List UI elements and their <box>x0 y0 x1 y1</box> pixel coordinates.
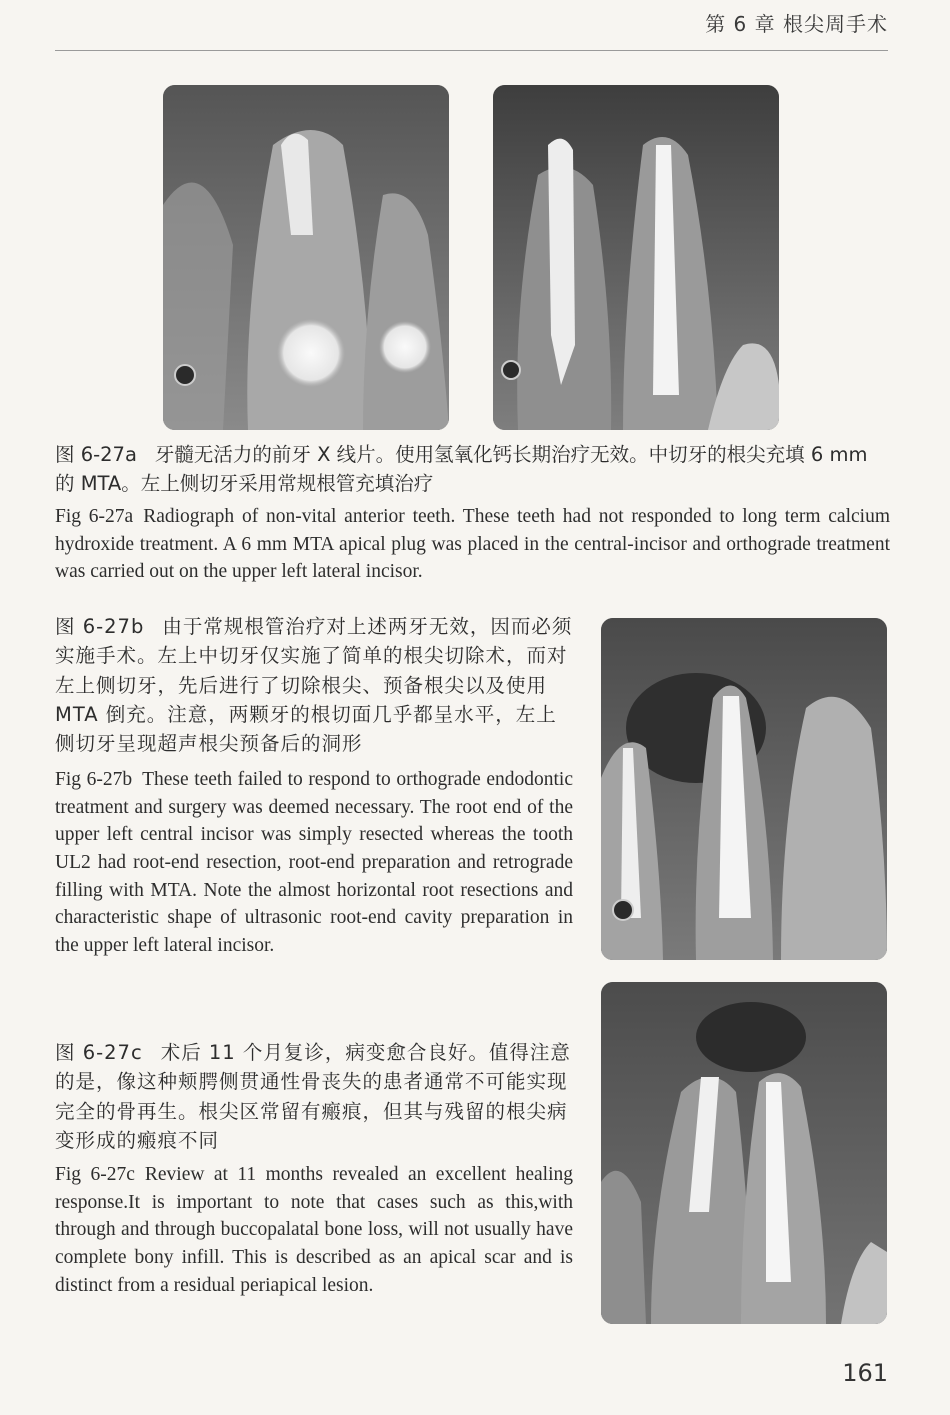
caption-6-27b-cn <box>55 612 573 758</box>
xray-6-27c <box>601 982 887 1324</box>
caption-text: These teeth failed to respond to orthograde endodontic treatment and surgery was deemed necessary. The root end of the upper left central incisor was simply resected whereas the tooth UL2 had root-end resection, root-end preparation and retrograde filling with MTA. Note the almost horizontal root resections and characteristic shape of ultrasonic root-end cavity preparation in the upper left lateral incisor. <box>55 769 574 957</box>
caption-label: 图 6-27b <box>55 615 145 638</box>
xray-6-27a-right <box>493 85 779 430</box>
caption-text: 术后 11 个月复诊，病变愈合良好。值得注意的是，像这种颊腭侧贯通性骨丧失的患者通常不可能实现完全的骨再生。根尖区常留有瘢痕，但其与残留的根尖病变形成的瘢痕不同 <box>55 1041 571 1152</box>
caption-6-27c-en <box>55 1161 573 1299</box>
caption-6-27a-en <box>55 503 890 586</box>
caption-6-27c-cn <box>55 1038 573 1155</box>
caption-text: 由于常规根管治疗对上述两牙无效，因而必须实施手术。左上中切牙仅实施了简单的根尖切除术，而对左上侧切牙，先后进行了切除根尖、预备根尖以及使用 MTA 倒充。注意，两颗牙的根切面几乎都呈水平，左上侧切牙呈现超声根尖预备后的洞形 <box>55 615 573 755</box>
caption-6-27a-cn <box>55 440 890 499</box>
caption-label: 图 6-27c <box>55 1041 143 1064</box>
caption-text: 牙髓无活力的前牙 X 线片。使用氢氧化钙长期治疗无效。中切牙的根尖充填 6 mm 的 MTA。左上侧切牙采用常规根管充填治疗 <box>55 443 868 496</box>
caption-label: Fig 6-27a <box>55 506 134 527</box>
xray-6-27b <box>601 618 887 960</box>
caption-label: Fig 6-27c <box>55 1164 135 1185</box>
caption-text: Review at 11 months revealed an excellent healing response.It is important to note that cases such as this,with through and through buccopalatal bone loss, will not usually have complete bony infill. This is described as an apical scar and is distinct from a residual periapical lesion. <box>55 1164 573 1296</box>
xray-6-27a-left <box>163 85 449 430</box>
header-rule <box>55 50 888 51</box>
caption-label: Fig 6-27b <box>55 769 133 790</box>
caption-label: 图 6-27a <box>55 443 137 466</box>
chapter-header: 第 6 章 根尖周手术 <box>705 12 888 36</box>
caption-6-27b-en <box>55 766 573 960</box>
caption-text: Radiograph of non-vital anterior teeth. These teeth had not responded to long term calcium hydroxide treatment. A 6 mm MTA apical plug was placed in the central-incisor and orthograde treatment was carried out on the upper left lateral incisor. <box>55 506 890 583</box>
page-number: 161 <box>842 1359 888 1387</box>
